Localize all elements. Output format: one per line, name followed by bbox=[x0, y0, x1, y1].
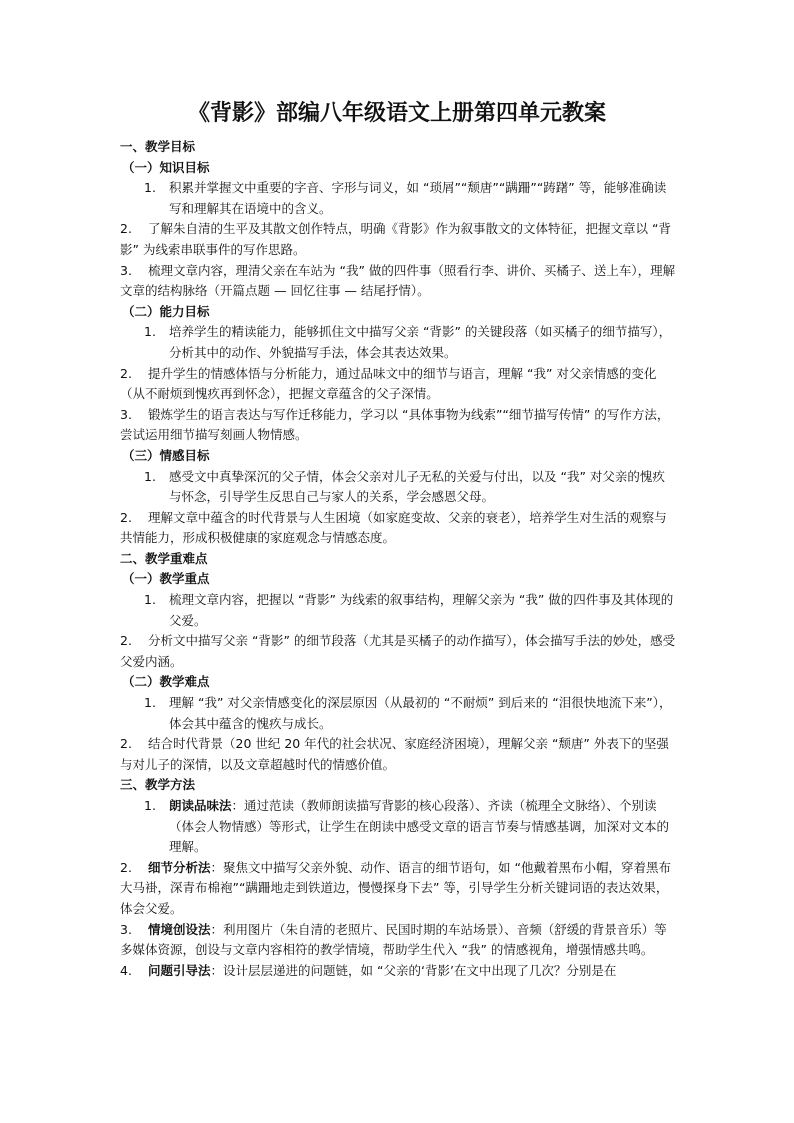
method-name: 问题引导法 bbox=[148, 962, 211, 978]
list-number: 1. bbox=[144, 592, 156, 608]
section-heading-key-points: 二、教学重难点 bbox=[120, 550, 208, 566]
paragraph-item bbox=[120, 364, 676, 405]
list-number: 1. bbox=[144, 180, 156, 196]
method-name: 细节分析法 bbox=[148, 859, 211, 875]
list-item-text: 积累并掌握文中重要的字音、字形与词义，如 “琐屑”“颓唐”“蹒跚”“踌躇” 等，能够准确读写和理解其在语境中的含义。 bbox=[169, 180, 667, 216]
list-item bbox=[120, 590, 676, 631]
list-number: 4. bbox=[120, 962, 132, 978]
list-number: 2. bbox=[120, 736, 132, 752]
document-body bbox=[120, 137, 676, 981]
list-number: 2. bbox=[120, 221, 132, 237]
paragraph-text: 结合时代背景（20 世纪 20 年代的社会状况、家庭经济困境），理解父亲 “颓唐” 外表下的坚强与对儿子的深情，以及文章超越时代的情感价值。 bbox=[120, 736, 669, 772]
method-name: 情境创设法 bbox=[148, 921, 211, 937]
section-heading-methods: 三、教学方法 bbox=[120, 777, 196, 793]
paragraph-item bbox=[120, 405, 676, 446]
paragraph-item bbox=[120, 508, 676, 549]
subsection-heading-ability: （二）能力目标 bbox=[122, 303, 210, 319]
paragraph-text: 理解文章中蕴含的时代背景与人生困境（如家庭变故、父亲的衰老），培养学生对生活的观察与共情能力，形成积极健康的家庭观念与情感态度。 bbox=[120, 509, 667, 546]
list-item-text: 理解 “我” 对父亲情感变化的深层原因（从最初的 “不耐烦” 到后来的 “泪很快地流下来”），体会其中蕴含的愧疚与成长。 bbox=[169, 695, 672, 731]
list-number: 1. bbox=[144, 324, 156, 340]
list-number: 2. bbox=[120, 859, 132, 875]
subsection-heading-focus: （一）教学重点 bbox=[122, 571, 210, 587]
paragraph-text: 梳理文章内容，理清父亲在车站为 “我” 做的四件事（照看行李、讲价、买橘子、送上车），理解文章的结构脉络（开篇点题 — 回忆往事 — 结尾抒情）。 bbox=[120, 262, 676, 299]
list-item bbox=[120, 322, 676, 363]
list-number: 1. bbox=[144, 695, 156, 711]
paragraph-item bbox=[120, 219, 676, 260]
list-number: 2. bbox=[120, 365, 132, 381]
paragraph-text: 锻炼学生的语言表达与写作迁移能力，学习以 “具体事物为线索”“细节描写传情” 的写作方法，尝试运用细节描写刻画人物情感。 bbox=[120, 406, 670, 443]
subsection-heading-emotion: （三）情感目标 bbox=[122, 447, 210, 463]
list-number: 3. bbox=[120, 262, 132, 278]
list-number: 1. bbox=[144, 468, 156, 484]
list-number: 3. bbox=[120, 406, 132, 422]
paragraph-text: 提升学生的情感体悟与分析能力，通过品味文中的细节与语言，理解 “我” 对父亲情感的变化（从不耐烦到愧疚再到怀念），把握文章蕴含的父子深情。 bbox=[120, 365, 657, 402]
subsection-heading-difficulty: （二）教学难点 bbox=[122, 674, 210, 690]
paragraph-text: 了解朱自清的生平及其散文创作特点，明确《背影》作为叙事散文的文体特征，把握文章以 “背影” 为线索串联事件的写作思路。 bbox=[120, 221, 671, 257]
list-number: 2. bbox=[120, 633, 132, 649]
list-item-text: 培养学生的精读能力，能够抓住文中描写父亲 “背影” 的关键段落（如买橘子的细节描写），分析其中的动作、外貌描写手法，体会其表达效果。 bbox=[169, 324, 672, 360]
list-item-text: ：通过范读（教师朗读描写背影的核心段落）、齐读（梳理全文脉络）、个别读（体会人物情感）等形式，让学生在朗读中感受文章的语言节奏与情感基调，加深对文本的理解。 bbox=[169, 798, 670, 855]
paragraph-item bbox=[120, 920, 676, 961]
paragraph-item bbox=[120, 858, 676, 920]
list-item bbox=[120, 467, 676, 508]
list-number: 3. bbox=[120, 921, 132, 937]
method-name: 朗读品味法 bbox=[169, 798, 232, 813]
paragraph-text: 分析文中描写父亲 “背影” 的细节段落（尤其是买橘子的动作描写），体会描写手法的妙处，感受父爱内涵。 bbox=[120, 633, 676, 669]
section-heading-objectives: 一、教学目标 bbox=[120, 139, 196, 154]
list-item bbox=[120, 693, 676, 734]
paragraph-text: ：利用图片（朱自清的老照片、民国时期的车站场景）、音频（舒缓的背景音乐）等多媒体资源，创设与文章内容相符的教学情境，帮助学生代入 “我” 的情感视角，增强情感共鸣。 bbox=[120, 921, 667, 958]
list-number: 2. bbox=[120, 509, 132, 525]
subsection-heading-knowledge: （一）知识目标 bbox=[122, 159, 210, 175]
list-number: 1. bbox=[144, 798, 156, 813]
paragraph-text: ：设计层层递进的问题链，如 “父亲的‘背影’在文中出现了几次？分别是在 bbox=[210, 962, 617, 978]
paragraph-item bbox=[120, 961, 676, 982]
paragraph-item bbox=[120, 734, 676, 775]
document-title: 《背影》部编八年级语文上册第四单元教案 bbox=[187, 101, 606, 126]
list-item bbox=[120, 178, 676, 219]
paragraph-item bbox=[120, 631, 676, 672]
list-item-text: 梳理文章内容，把握以 “背影” 为线索的叙事结构，理解父亲为 “我” 做的四件事及其体现的父爱。 bbox=[169, 592, 674, 628]
list-item bbox=[120, 796, 676, 858]
list-item-text: 感受文中真挚深沉的父子情，体会父亲对儿子无私的关爱与付出，以及 “我” 对父亲的愧疚与怀念，引导学生反思自己与家人的关系，学会感恩父母。 bbox=[169, 468, 665, 505]
paragraph-item bbox=[120, 261, 676, 302]
paragraph-text: ：聚焦文中描写父亲外貌、动作、语言的细节语句，如 “他戴着黑布小帽，穿着黑布大马褂，深青布棉袍”“蹒跚地走到铁道边，慢慢探身下去” 等，引导学生分析关键词语的表达效果，体会父爱。 bbox=[120, 859, 671, 916]
